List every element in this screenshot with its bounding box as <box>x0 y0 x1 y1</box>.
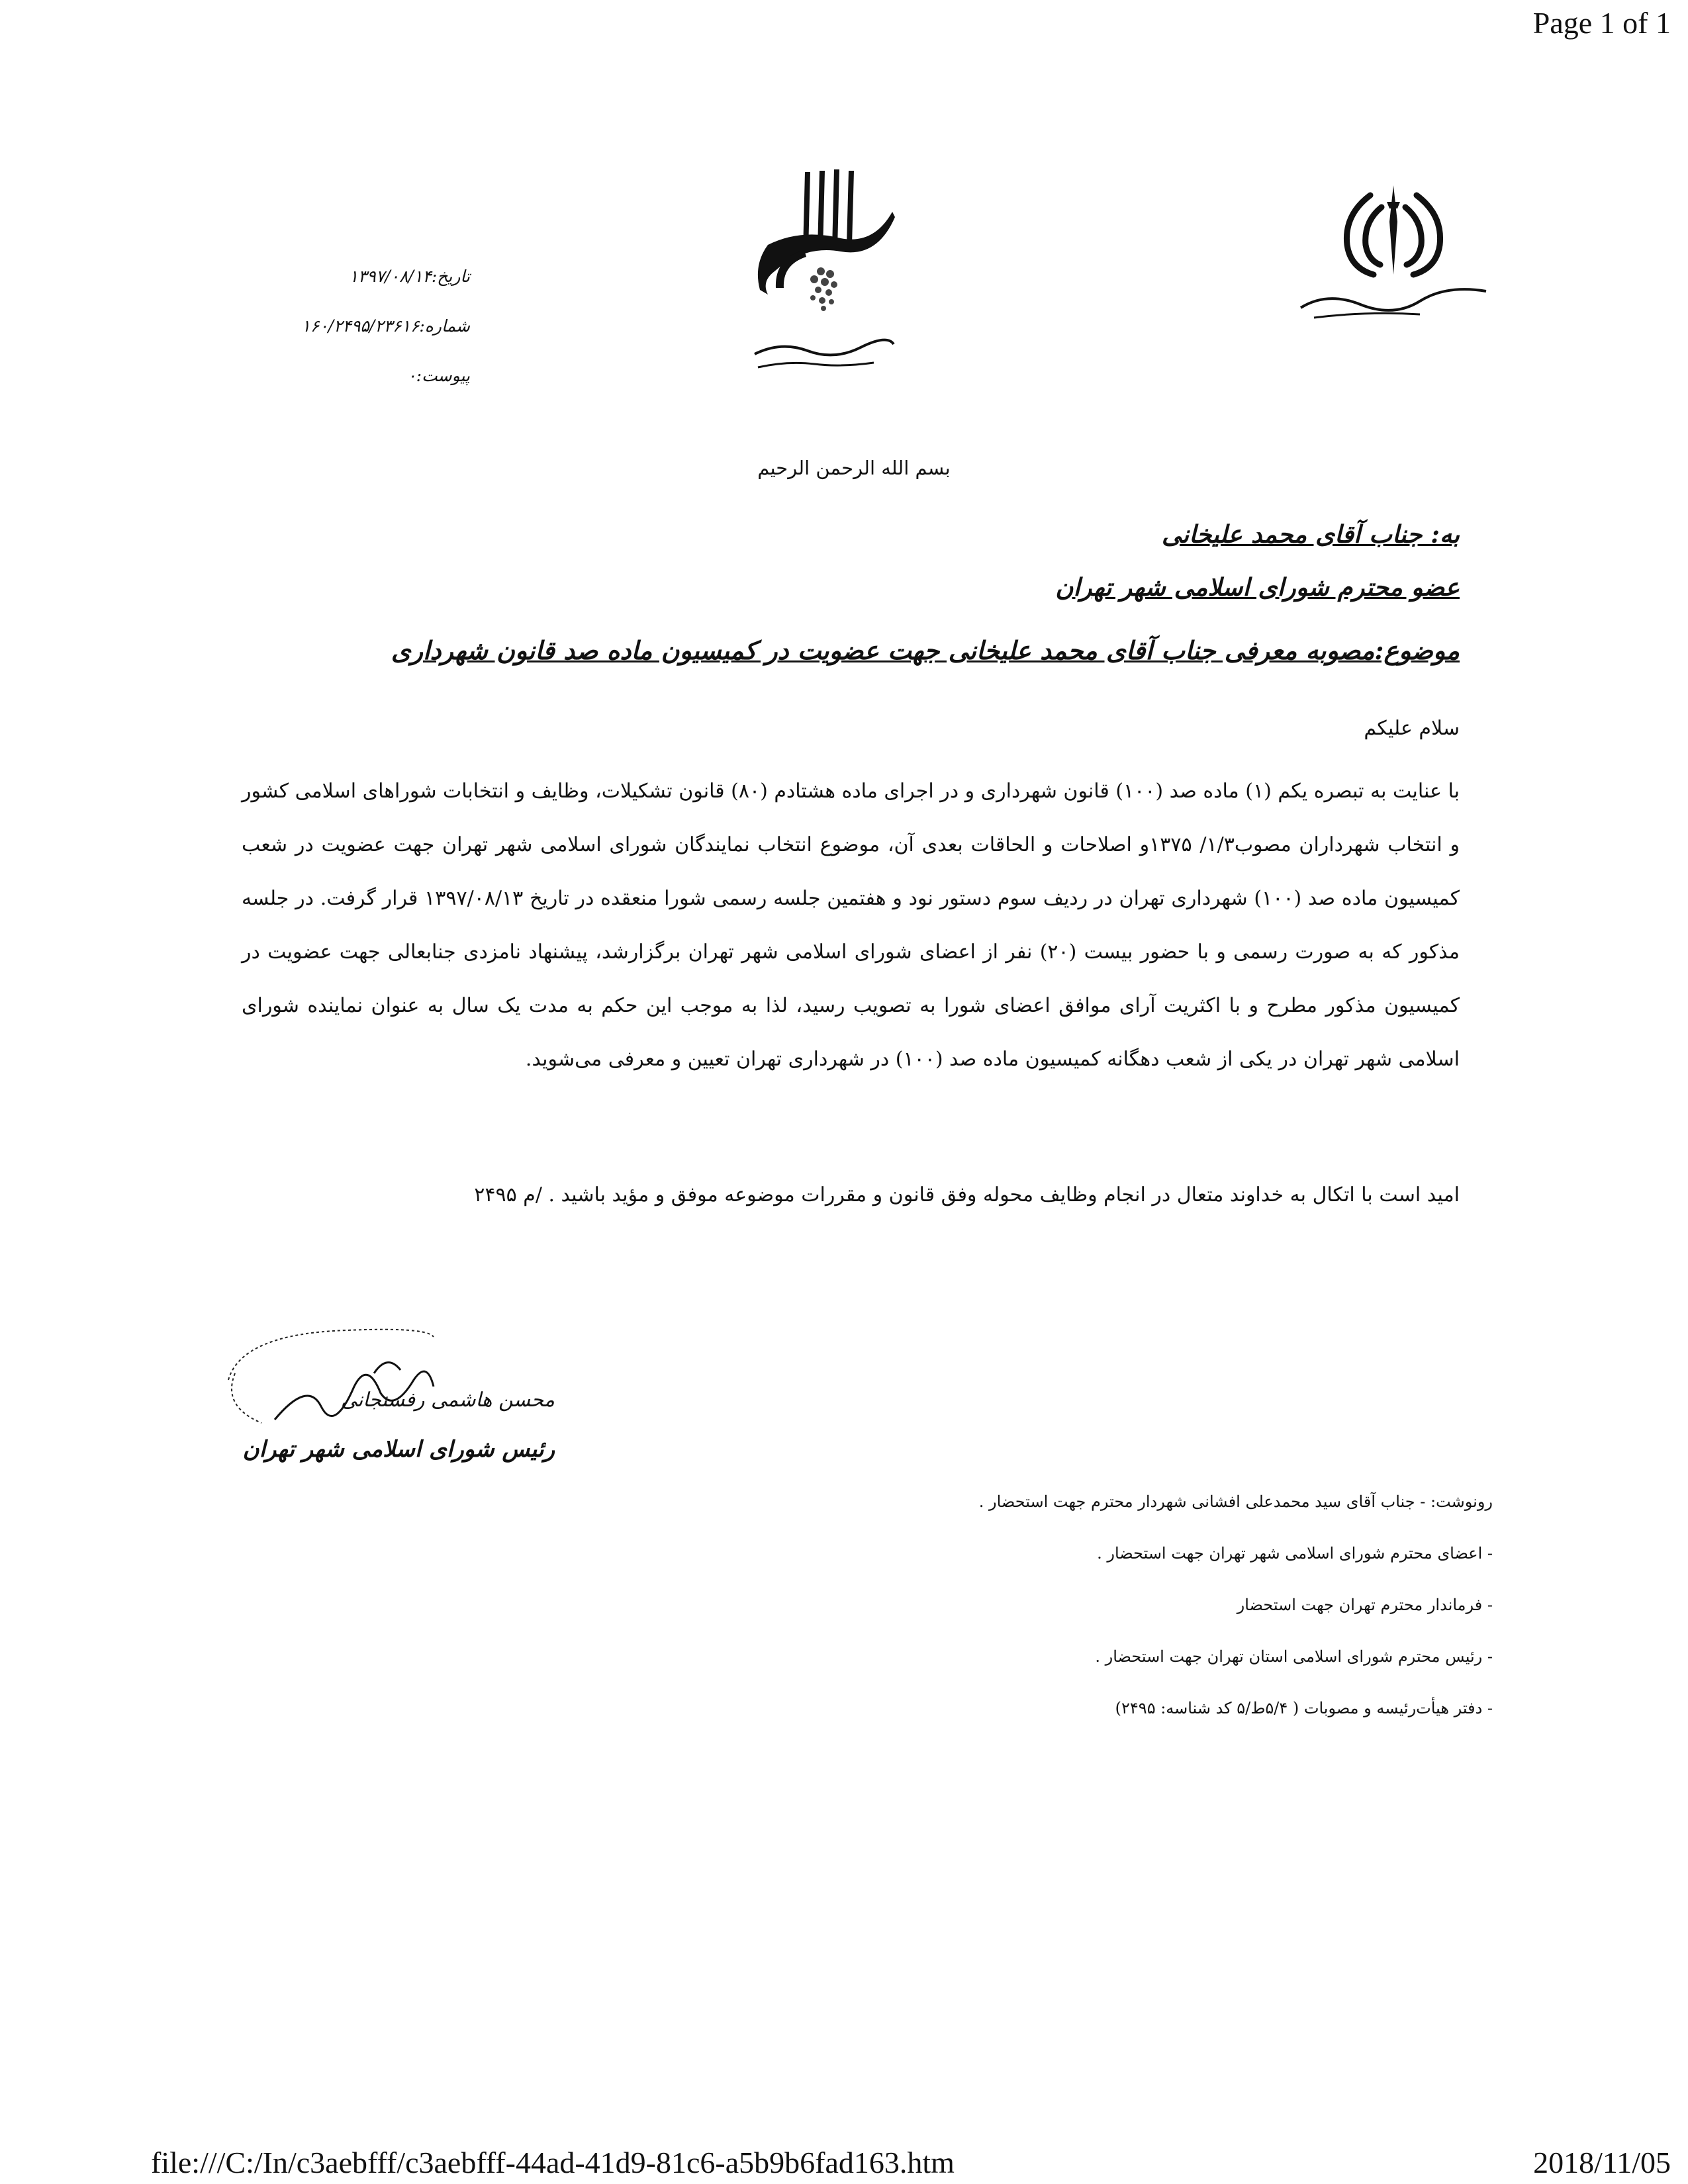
attachment-line: پیوست:۰ <box>407 366 470 385</box>
iran-emblem-mark <box>1288 182 1499 324</box>
cc-item: - فرماندار محترم تهران جهت استحضار <box>1237 1596 1493 1614</box>
cc-item: - دفتر هیأت‌رئیسه و مصوبات ( ۵/۴ط/۵ کد شناسه: ۲۴۹۵) <box>1115 1699 1493 1717</box>
signatory-title: رئیس شورای اسلامی شهر تهران <box>242 1436 555 1463</box>
cc-item: - رئیس محترم شورای اسلامی استان تهران جهت استحضار . <box>1095 1647 1493 1666</box>
signatory-name: محسن هاشمی رفسنجانی <box>340 1388 555 1412</box>
greeting: سلام علیکم <box>1364 717 1460 740</box>
iran-emblem <box>1288 182 1499 324</box>
number-line: شماره:۱۶۰/۲۴۹۵/۲۳۶۱۶ <box>301 316 470 336</box>
council-logo <box>741 165 900 394</box>
page-number: Page 1 of 1 <box>1532 6 1671 40</box>
council-logo-mark <box>741 165 900 394</box>
bismillah: بسم الله الرحمن الرحیم <box>757 457 951 479</box>
date-line: تاریخ:۱۳۹۷/۰۸/۱۴ <box>349 267 470 286</box>
letter-meta <box>252 251 470 400</box>
cc-item: - اعضای محترم شورای اسلامی شهر تهران جهت استحضار . <box>1097 1544 1493 1563</box>
letter-body: با عنایت به تبصره یکم (۱) ماده صد (۱۰۰) قانون شهرداری و در اجرای ماده هشتادم (۸۰) قانون تشکیلات، وظایف و انتخابات شوراهای اسلامی کشور و انتخاب شهرداران مصوب۱/۳/ ۱۳۷۵و اصلاحات و الحاقات بعدی آن، موضوع انتخاب نمایندگان شورای اسلامی شهر تهران جهت عضویت در شعب کمیسیون ماده صد (۱۰۰) شهرداری تهران در ردیف سوم دستور نود و هفتمین جلسه رسمی شورا منعقده در تاریخ ۱۳۹۷/۰۸/۱۳ قرار گرفت. در جلسه مذکور که به صورت رسمی و با حضور بیست (۲۰) نفر از اعضای شورای اسلامی شهر تهران برگزارشد، پیشنهاد نامزدی جنابعالی جهت عضویت در کمیسیون مذکور مطرح و با اکثریت آرای موافق اعضای شورا به تصویب رسید، لذا به موجب این حکم به مدت یک سال به عنوان نماینده شورای اسلامی شهر تهران در یکی از شعب دهگانه کمیسیون ماده صد (۱۰۰) در شهرداری تهران تعیین و معرفی می‌شوید. <box>242 780 1460 1071</box>
print-date: 2018/11/05 <box>1533 2146 1671 2179</box>
cc-item: رونوشت: - جناب آقای سید محمدعلی افشانی شهردار محترم جهت استحضار . <box>978 1492 1493 1511</box>
closing-line: امید است با اتکال به خداوند متعال در انجام وظایف محوله وفق قانون و مقررات موضوعه موفق و مؤید باشید . /م ۲۴۹۵ <box>474 1183 1460 1206</box>
subject-line: موضوع:مصوبه معرفی جناب آقای محمد علیخانی جهت عضویت در کمیسیون ماده صد قانون شهرداری <box>391 635 1460 665</box>
file-url: file:///C:/In/c3aebfff/c3aebfff-44ad-41d9-81c6-a5b9b6fad163.htm <box>151 2146 955 2179</box>
addressee: به: جناب آقای محمد علیخانی <box>1162 520 1460 549</box>
addressee-title: عضو محترم شورای اسلامی شهر تهران <box>1055 572 1460 602</box>
